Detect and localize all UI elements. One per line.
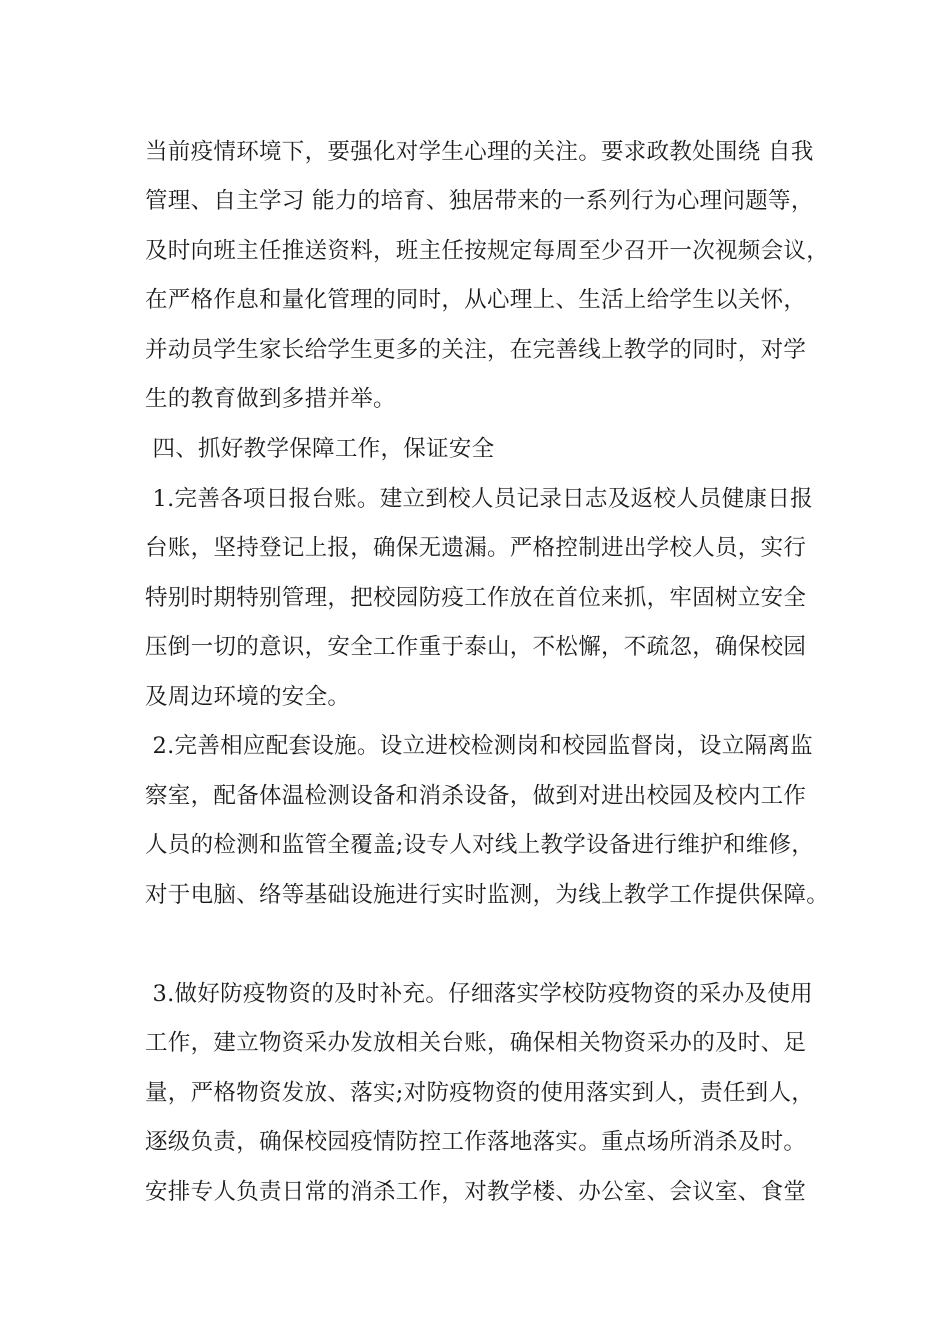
text-line: 管理、自主学习 能力的培育、独居带来的一系列行为心理问题等，	[145, 188, 814, 214]
text-line: 台账，坚持登记上报，确保无遗漏。严格控制进出学校人员，实行	[145, 535, 807, 561]
text-line: 在严格作息和量化管理的同时，从心理上、生活上给学生以关怀，	[145, 287, 807, 313]
text-line: 及周边环境的安全。	[145, 684, 351, 710]
text-line: 1.完善各项日报台账。建立到校人员记录日志及返校人员健康日报	[145, 486, 813, 512]
text-line: 工作，建立物资采办发放相关台账，确保相关物资采办的及时、足	[145, 1030, 807, 1056]
text-line: 对于电脑、络等基础设施进行实时监测，为线上教学工作提供保障。	[145, 882, 830, 908]
text-line: 并动员学生家长给学生更多的关注，在完善线上教学的同时，对学	[145, 337, 807, 363]
text-line: 及时向班主任推送资料，班主任按规定每周至少召开一次视频会议，	[145, 238, 830, 264]
text-line: 逐级负责，确保校园疫情防控工作落地落实。重点场所消杀及时。	[145, 1129, 807, 1155]
text-line: 压倒一切的意识，安全工作重于泰山，不松懈，不疏忽，确保校园	[145, 634, 807, 660]
text-line: 当前疫情环境下，要强化对学生心理的关注。要求政教处围绕 自我	[145, 139, 814, 165]
text-line: 安排专人负责日常的消杀工作，对教学楼、办公室、会议室、食堂	[145, 1179, 807, 1205]
text-line: 量，严格物资发放、落实;对防疫物资的使用落实到人，责任到人，	[145, 1080, 815, 1106]
section-heading: 四、抓好教学保障工作，保证安全	[145, 436, 495, 462]
text-line: 察室，配备体温检测设备和消杀设备，做到对进出校园及校内工作	[145, 783, 807, 809]
text-line: 人员的检测和监管全覆盖;设专人对线上教学设备进行维护和维修，	[145, 832, 815, 858]
text-line: 3.做好防疫物资的及时补充。仔细落实学校防疫物资的采办及使用	[145, 981, 813, 1007]
text-line: 特别时期特别管理，把校园防疫工作放在首位来抓，牢固树立安全	[145, 585, 807, 611]
text-line: 生的教育做到多措并举。	[145, 386, 396, 412]
text-line: 2.完善相应配套设施。设立进校检测岗和校园监督岗，设立隔离监	[145, 733, 813, 759]
